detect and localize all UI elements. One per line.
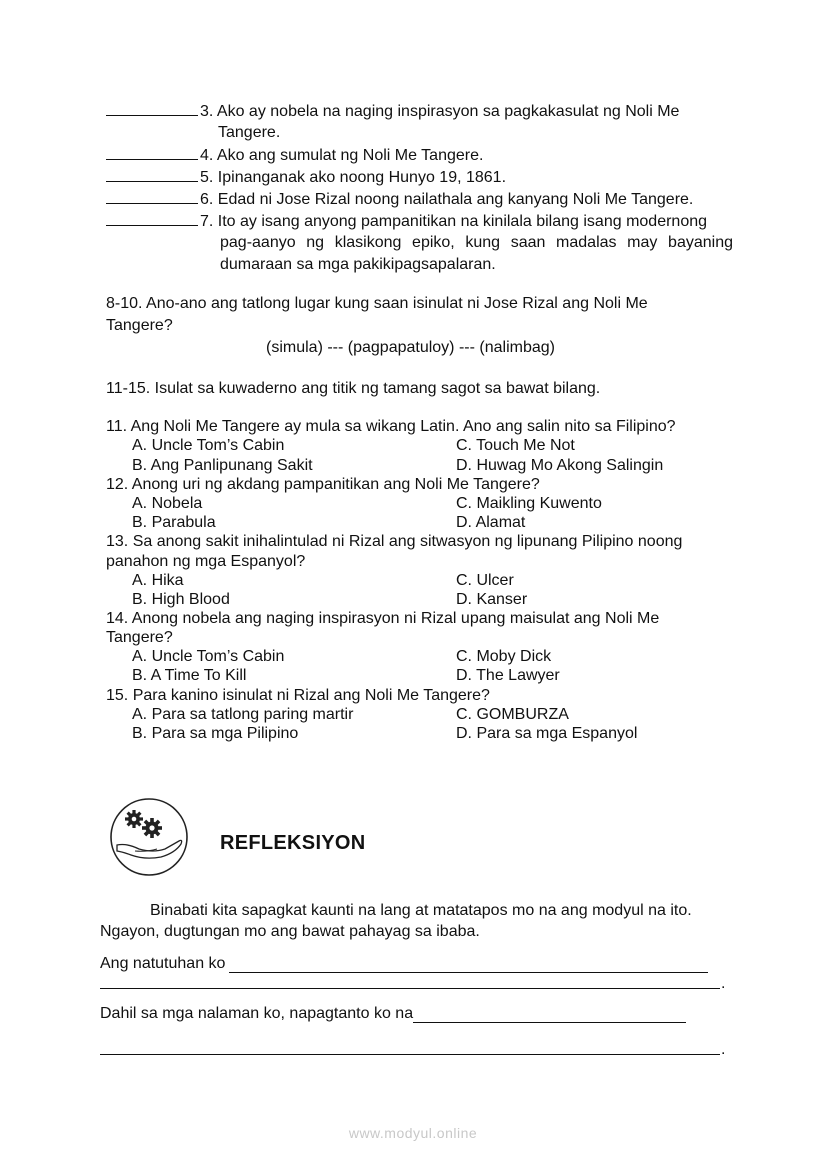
choice-11-a: A. Uncle Tom’s Cabin [132,437,285,454]
answer-blank[interactable] [106,189,198,204]
question-8-10-line2: Tangere? [106,317,173,334]
question-14-line2: Tangere? [106,629,173,646]
question-12: 12. Anong uri ng akdang pampanitikan ang Noli Me Tangere? [106,476,540,493]
question-14: 14. Anong nobela ang naging inspirasyon ni Rizal upang maisulat ang Noli Me [106,610,660,627]
period: . [721,975,726,992]
question-15: 15. Para kanino isinulat ni Rizal ang Noli Me Tangere? [106,687,490,704]
answer-line[interactable] [229,957,708,973]
question-11: 11. Ang Noli Me Tangere ay mula sa wikang Latin. Ano ang salin nito sa Filipino? [106,418,676,435]
question-8-10-hint: (simula) --- (pagpapatuloy) --- (nalimbag) [266,339,555,356]
period: . [721,1041,726,1058]
choice-11-b: B. Ang Panlipunang Sakit [132,457,313,474]
choice-13-d: D. Kanser [456,591,528,608]
choice-14-c: C. Moby Dick [456,648,552,665]
choice-12-a: A. Nobela [132,495,203,512]
choice-14-b: B. A Time To Kill [132,667,247,684]
choice-13-a: A. Hika [132,572,184,589]
item-6: 6. Edad ni Jose Rizal noong nailathala ang kanyang Noli Me Tangere. [106,189,693,209]
section-title: REFLEKSIYON [220,832,366,854]
question-8-10: 8-10. Ano-ano ang tatlong lugar kung saan isinulat ni Jose Rizal ang Noli Me [106,295,648,312]
answer-blank[interactable] [106,211,198,226]
reflection-intro-2: Ngayon, dugtungan mo ang bawat pahayag sa ibaba. [100,923,480,940]
choice-14-a: A. Uncle Tom’s Cabin [132,648,285,665]
instruction-11-15: 11-15. Isulat sa kuwaderno ang titik ng tamang sagot sa bawat bilang. [106,380,601,397]
answer-blank[interactable] [106,145,198,160]
item-5: 5. Ipinanganak ako noong Hunyo 19, 1861. [106,167,506,187]
choice-15-c: C. GOMBURZA [456,706,569,723]
choice-13-b: B. High Blood [132,591,230,608]
footer-watermark: www.modyul.online [348,1125,478,1141]
answer-line[interactable] [100,1039,720,1055]
reflection-intro-1: Binabati kita sapagkat kaunti na lang at matatapos mo na ang modyul na ito. [150,902,692,919]
item-7-continuation-2: dumaraan sa mga pakikipagsapalaran. [220,256,496,273]
question-13: 13. Sa anong sakit inihalintulad ni Rizal ang sitwasyon ng lipunang Pilipino noong [106,533,683,550]
answer-blank[interactable] [106,167,198,182]
answer-line[interactable] [100,973,720,989]
choice-15-d: D. Para sa mga Espanyol [456,725,638,742]
question-13-line2: panahon ng mga Espanyol? [106,553,306,570]
prompt-natutuhan: Ang natutuhan ko [100,954,708,973]
item-3: 3. Ako ay nobela na naging inspirasyon sa pagkakasulat ng Noli Me [106,101,679,121]
item-4: 4. Ako ang sumulat ng Noli Me Tangere. [106,145,483,165]
choice-12-c: C. Maikling Kuwento [456,495,602,512]
answer-blank[interactable] [106,101,198,116]
item-7: 7. Ito ay isang anyong pampanitikan na kinilala bilang isang modernong [106,211,707,231]
item-3-continuation: Tangere. [218,124,281,141]
choice-12-d: D. Alamat [456,514,526,531]
choice-13-c: C. Ulcer [456,572,514,589]
gears-hand-icon [109,797,193,877]
answer-line[interactable] [413,1007,686,1023]
choice-12-b: B. Parabula [132,514,216,531]
choice-11-d: D. Huwag Mo Akong Salingin [456,457,664,474]
item-7-continuation-1: pag-aanyo ng klasikong epiko, kung saan madalas may bayaning [220,234,733,251]
choice-15-b: B. Para sa mga Pilipino [132,725,299,742]
choice-11-c: C. Touch Me Not [456,437,575,454]
choice-15-a: A. Para sa tatlong paring martir [132,706,354,723]
choice-14-d: D. The Lawyer [456,667,560,684]
prompt-napagtanto: Dahil sa mga nalaman ko, napagtanto ko na [100,1004,686,1023]
